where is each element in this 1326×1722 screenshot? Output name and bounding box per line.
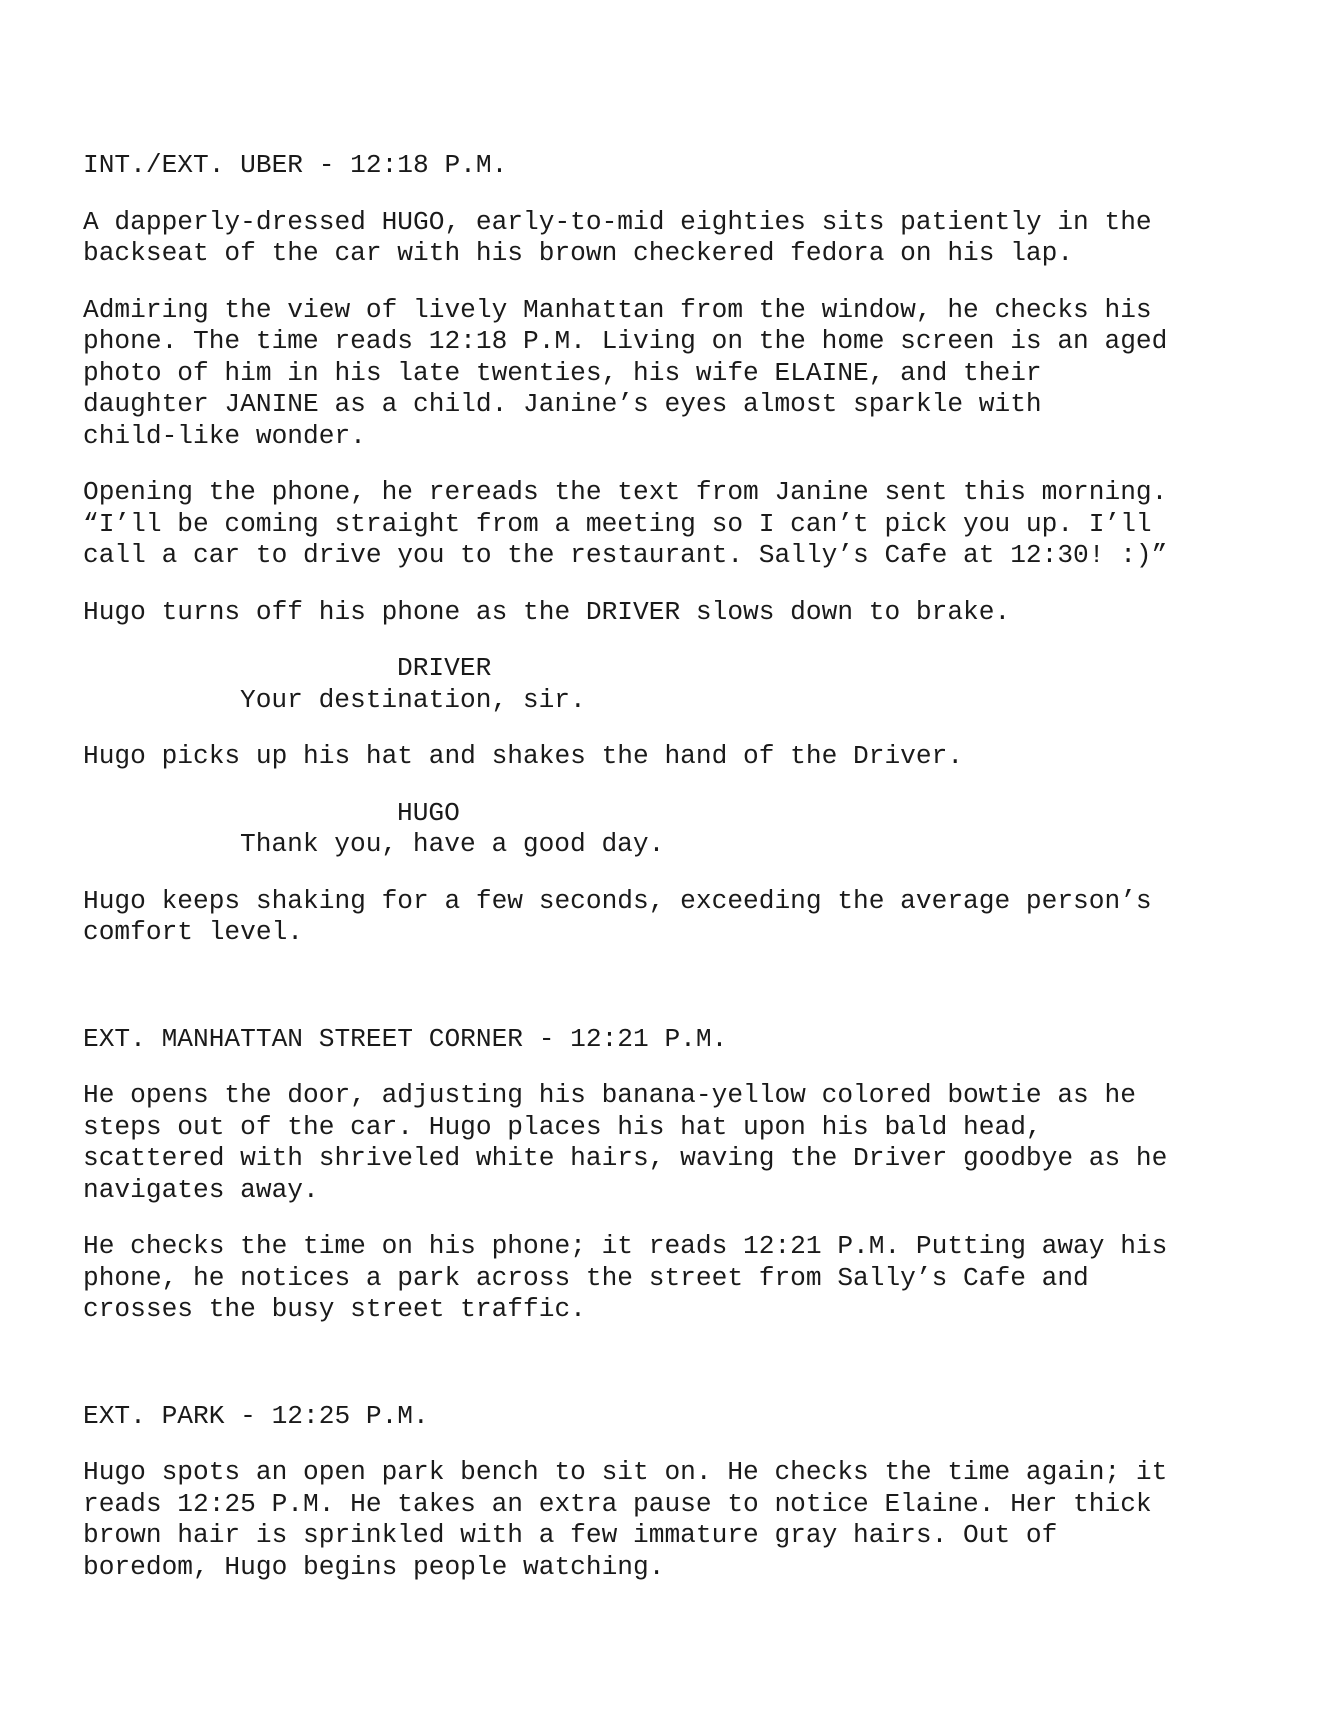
action-paragraph — [83, 207, 1203, 270]
action-line: Hugo keeps shaking for a few seconds, exceeding the average person’s — [83, 885, 1152, 916]
action-line: “I’ll be coming straight from a meeting so I can’t pick you up. I’ll — [83, 508, 1152, 539]
dialogue-text — [83, 829, 1203, 861]
scene-heading: EXT. PARK - 12:25 P.M. — [83, 1400, 429, 1431]
scene — [83, 150, 1203, 949]
action-line: Hugo spots an open park bench to sit on. He checks the time again; it — [83, 1457, 1168, 1487]
action-paragraph — [83, 741, 1203, 773]
action-paragraph — [83, 1080, 1203, 1206]
dialogue-line: Your destination, sir. — [240, 684, 586, 715]
action-line: A dapperly-dressed HUGO, early-to-mid eighties sits patiently in the — [83, 206, 1152, 237]
dialogue-block — [83, 798, 1203, 861]
action-line: brown hair is sprinkled with a few immature gray hairs. Out of — [83, 1520, 1058, 1550]
action-line: steps out of the car. Hugo places his hat upon his bald head, — [83, 1111, 1042, 1142]
scene-gap — [83, 1351, 1203, 1401]
action-paragraph — [83, 477, 1203, 572]
action-line: photo of him in his late twenties, his wife ELAINE, and their — [83, 357, 1042, 388]
action-line: comfort level. — [83, 917, 304, 947]
dialogue-line: Thank you, have a good day. — [240, 829, 665, 859]
character-name: HUGO — [397, 797, 460, 828]
action-line: Hugo turns off his phone as the DRIVER slows down to brake. — [83, 596, 1011, 627]
action-paragraph — [83, 295, 1203, 453]
action-line: phone. The time reads 12:18 P.M. Living on the home screen is an aged — [83, 326, 1168, 356]
dialogue-block — [83, 653, 1203, 716]
scene — [83, 1401, 1203, 1584]
scene-gap — [83, 974, 1203, 1024]
dialogue-text — [83, 685, 1203, 717]
action-line: call a car to drive you to the restaurant. Sally’s Cafe at 12:30! :)” — [83, 540, 1168, 570]
action-line: navigates away. — [83, 1174, 319, 1205]
character-name: DRIVER — [397, 653, 492, 683]
action-line: crosses the busy street traffic. — [83, 1294, 586, 1324]
action-paragraph — [83, 886, 1203, 949]
action-paragraph — [83, 597, 1203, 629]
screenplay-body — [83, 150, 1203, 1608]
action-paragraph — [83, 1457, 1203, 1583]
action-line: backseat of the car with his brown checkered fedora on his lap. — [83, 238, 1074, 268]
action-line: Hugo picks up his hat and shakes the hand of the Driver. — [83, 741, 964, 771]
action-line: He checks the time on his phone; it reads 12:21 P.M. Putting away his — [83, 1231, 1168, 1261]
action-paragraph — [83, 1231, 1203, 1326]
action-line: He opens the door, adjusting his banana-yellow colored bowtie as he — [83, 1080, 1136, 1110]
action-line: daughter JANINE as a child. Janine’s eyes almost sparkle with — [83, 389, 1042, 419]
action-line: reads 12:25 P.M. He takes an extra pause to notice Elaine. Her thick — [83, 1488, 1152, 1519]
scene-heading: INT./EXT. UBER - 12:18 P.M. — [83, 150, 508, 180]
scene-heading: EXT. MANHATTAN STREET CORNER - 12:21 P.M. — [83, 1023, 728, 1054]
action-line: scattered with shriveled white hairs, waving the Driver goodbye as he — [83, 1143, 1168, 1173]
action-line: Opening the phone, he rereads the text from Janine sent this morning. — [83, 477, 1168, 507]
action-line: boredom, Hugo begins people watching. — [83, 1551, 665, 1582]
scene — [83, 1024, 1203, 1326]
action-line: child-like wonder. — [83, 420, 366, 451]
action-line: phone, he notices a park across the street from Sally’s Cafe and — [83, 1262, 1089, 1293]
action-line: Admiring the view of lively Manhattan from the window, he checks his — [83, 294, 1152, 325]
